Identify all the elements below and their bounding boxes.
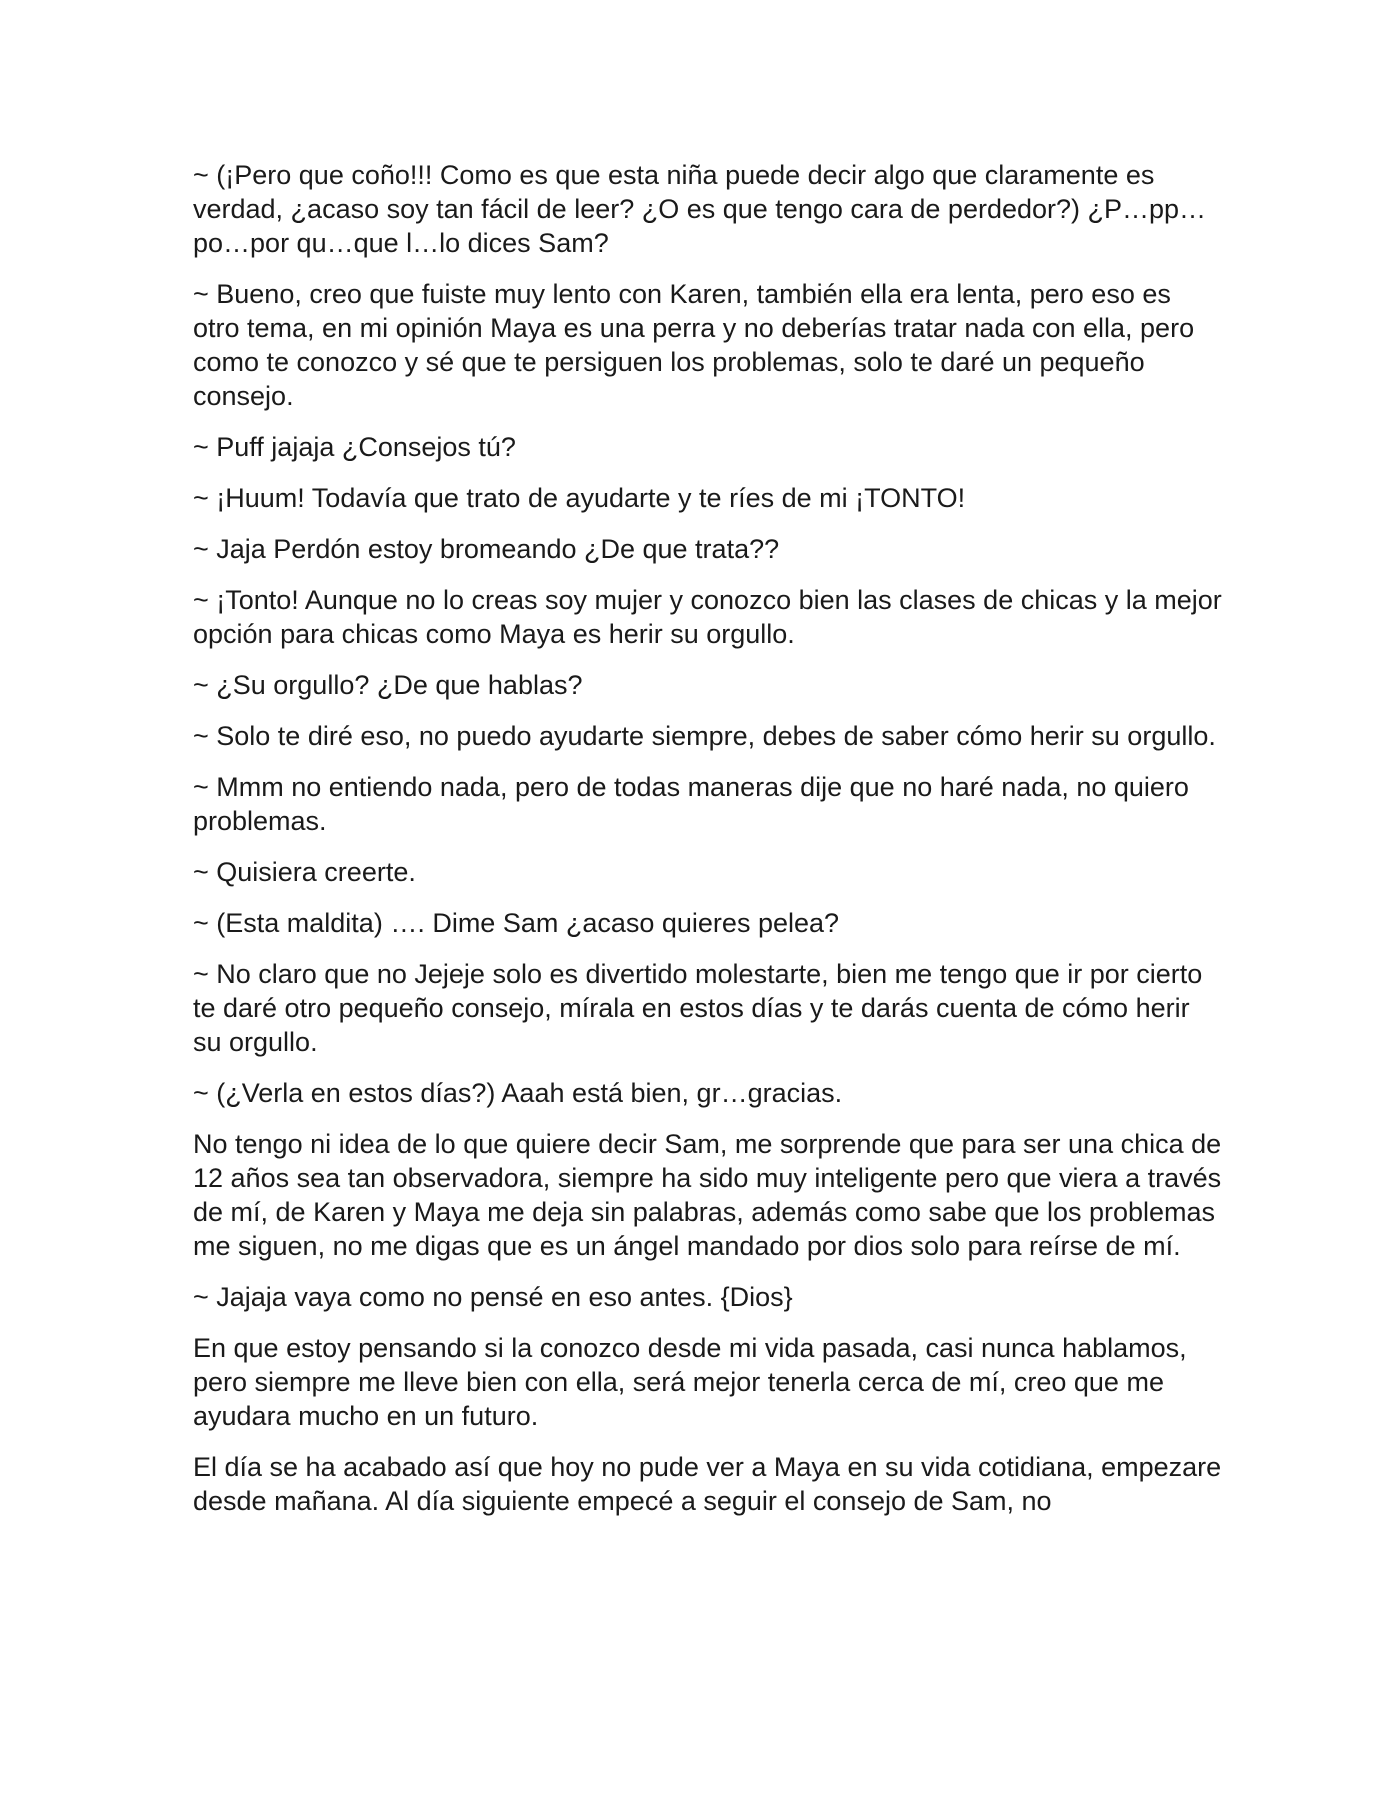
- paragraph: ~ Solo te diré eso, no puedo ayudarte siempre, debes de saber cómo herir su orgullo.: [193, 721, 1216, 751]
- paragraph: ~ Jajaja vaya como no pensé en eso antes. {Dios}: [193, 1282, 793, 1312]
- paragraph: ~ No claro que no Jejeje solo es divertido molestarte, bien me tengo que ir por cierto te daré otro pequeño consejo, mírala en estos días y te darás cuenta de cómo herir su orgullo.: [193, 959, 1203, 1057]
- story-text: [193, 158, 1223, 1535]
- paragraph: ~ (¿Verla en estos días?) Aaah está bien, gr…gracias.: [193, 1078, 843, 1108]
- paragraph: ~ ¡Tonto! Aunque no lo creas soy mujer y conozco bien las clases de chicas y la mejor opción para chicas como Maya es herir su orgullo.: [193, 585, 1222, 649]
- paragraph: ~ Jaja Perdón estoy bromeando ¿De que trata??: [193, 534, 780, 564]
- paragraph: ~ Puff jajaja ¿Consejos tú?: [193, 432, 516, 462]
- paragraph: ~ (¡Pero que coño!!! Como es que esta niña puede decir algo que claramente es verdad, ¿acaso soy tan fácil de leer? ¿O es que tengo cara de perdedor?) ¿P…pp…po…por qu…que l…lo dices Sam?: [193, 160, 1207, 258]
- paragraph: ~ Bueno, creo que fuiste muy lento con Karen, también ella era lenta, pero eso es otro tema, en mi opinión Maya es una perra y no deberías tratar nada con ella, pero como te conozco y sé que te persiguen los problemas, solo te daré un pequeño consejo.: [193, 279, 1195, 411]
- paragraph: ~ Mmm no entiendo nada, pero de todas maneras dije que no haré nada, no quiero problemas.: [193, 772, 1189, 836]
- paragraph: ~ Quisiera creerte.: [193, 857, 416, 887]
- paragraph: En que estoy pensando si la conozco desde mi vida pasada, casi nunca hablamos, pero siempre me lleve bien con ella, será mejor tenerla cerca de mí, creo que me ayudara mucho en un futuro.: [193, 1333, 1187, 1431]
- paragraph: ~ ¡Huum! Todavía que trato de ayudarte y te ríes de mi ¡TONTO!: [193, 483, 966, 513]
- paragraph: ~ (Esta maldita) …. Dime Sam ¿acaso quieres pelea?: [193, 908, 840, 938]
- paragraph: ~ ¿Su orgullo? ¿De que hablas?: [193, 670, 583, 700]
- paragraph: No tengo ni idea de lo que quiere decir Sam, me sorprende que para ser una chica de 12 años sea tan observadora, siempre ha sido muy inteligente pero que viera a través de mí, de Karen y Maya me deja sin palabras, además como sabe que los problemas me siguen, no me digas que es un ángel mandado por dios solo para reírse de mí.: [193, 1129, 1222, 1261]
- paragraph: El día se ha acabado así que hoy no pude ver a Maya en su vida cotidiana, empezare desde mañana. Al día siguiente empecé a seguir el consejo de Sam, no: [193, 1452, 1222, 1516]
